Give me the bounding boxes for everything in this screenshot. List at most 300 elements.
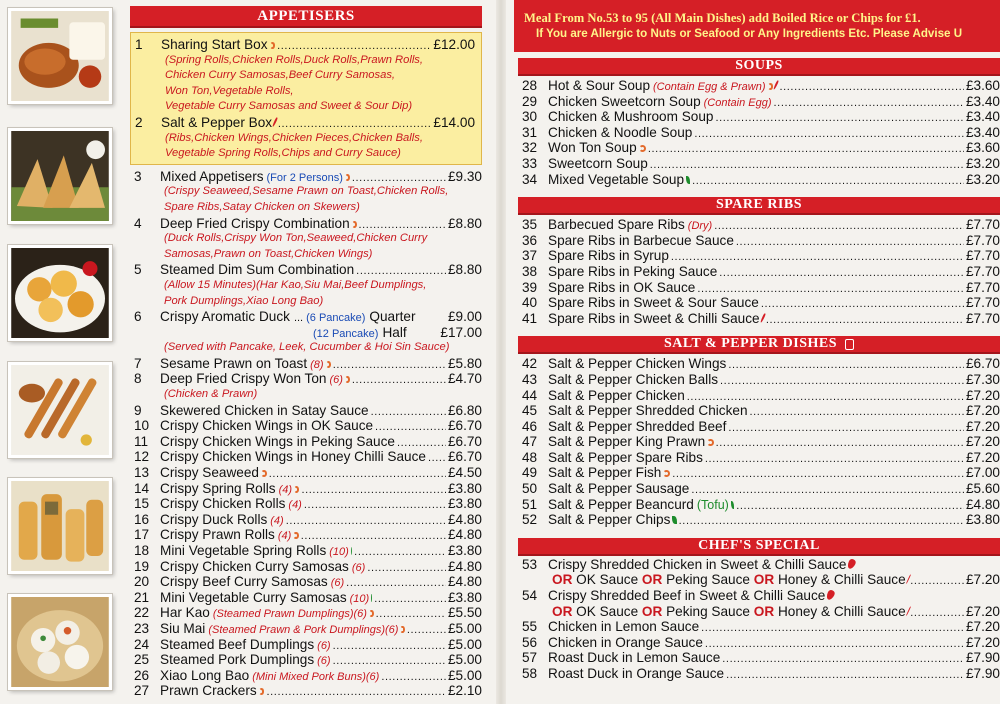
item-number: 29 [522,93,538,109]
menu-item-9[interactable] [130,403,482,419]
item-name: Crispy Chicken Wings in Peking Sauce [160,433,395,449]
menu-item-34[interactable] [518,172,1000,188]
item-price: £14.00 [433,114,475,130]
item-price: £5.00 [447,620,482,636]
item-price: £7.00 [965,465,1000,481]
item-number: 20 [134,574,150,590]
menu-item-19[interactable] [130,559,482,575]
or-label: OR [641,572,663,588]
item-number: 34 [522,171,538,187]
item-name: Salt & Pepper Sausage [548,481,690,497]
item-description: Pork Dumplings,Xiao Long Bao) [164,294,324,307]
item-name: Crispy Aromatic Duck [160,309,290,325]
item-price: £4.80 [447,527,482,543]
menu-item-24[interactable] [130,637,482,653]
menu-item-45[interactable] [518,403,1000,419]
menu-item-54[interactable] [518,588,1000,604]
item-note: (10) [329,546,349,558]
item-number: 7 [134,355,142,371]
item-number: 12 [134,449,150,465]
or-label: OR [552,572,573,588]
menu-item-32[interactable] [518,140,1000,156]
item-number: 54 [522,588,538,604]
item-note: (Steamed Prawn & Pork Dumplings)(6) [208,623,399,636]
menu-item-8[interactable] [130,371,482,387]
item-price: £3.20 [965,155,1000,171]
item-name: Crispy Chicken Wings in OK Sauce [160,418,374,434]
item-price: £6.70 [447,449,482,465]
item-number: 19 [134,558,150,574]
menu-item-15[interactable] [130,496,482,512]
appetisers-title: APPETISERS [257,8,355,24]
prawn-icon [345,174,350,181]
fried-won-ton-image [11,248,109,338]
item-name: Spare Ribs in Syrup [548,248,669,264]
item-number: 41 [522,310,538,326]
item-price: £12.00 [433,37,475,52]
item-name: Spare Ribs in OK Sauce [548,279,696,295]
sauce-option: Peking Sauce [666,572,750,588]
item-price: £6.70 [447,433,482,449]
item-number: 38 [522,263,538,279]
menu-item-31[interactable] [518,125,1000,141]
menu-item-39[interactable] [518,280,1000,296]
menu-item-7[interactable] [130,356,482,372]
item-number: 33 [522,155,538,171]
chefs-special-banner [518,538,1000,554]
item-name: Salt & Pepper Spare Ribs [548,449,703,465]
item-price: £7.90 [965,666,1000,681]
or-label: OR [641,603,663,619]
menu-item-30[interactable] [518,109,1000,125]
dim-sum-image [11,597,109,687]
menu-item-46[interactable] [518,419,1000,435]
item-price: £5.80 [447,355,482,371]
item-number: 15 [134,496,150,512]
item-name: Crispy Prawn Rolls [160,527,275,543]
item-price: £3.80 [447,589,482,605]
prawn-icon [639,145,646,152]
item-name: Xiao Long Bao [160,667,250,683]
item-name: Won Ton Soup [548,140,637,156]
item-number: 46 [522,418,538,434]
portion-label: Half [382,324,407,340]
item-name: Spare Ribs in Sweet & Chilli Sauce [548,310,760,326]
menu-item-14[interactable] [130,481,482,497]
chili-icon [847,558,858,570]
menu-item-52[interactable] [518,512,1000,528]
item-name: Salt & Pepper Fish [548,465,662,481]
menu-item-42[interactable] [518,356,1000,372]
menu-item-35[interactable] [518,217,1000,233]
item-price: £7.70 [965,310,1000,326]
menu-item-38[interactable] [518,264,1000,280]
item-number: 25 [134,652,150,668]
item-note: (6) [317,655,331,668]
prawn-icon [663,470,670,477]
item-name: Crispy Shredded Beef in Sweet & Chilli Sauce [548,588,826,604]
menu-item-51[interactable] [518,497,1000,513]
item-number: 23 [134,620,150,636]
food-photo-dim-sum [8,594,112,690]
menu-item-57[interactable] [518,650,1000,666]
menu-item-16[interactable] [130,512,482,528]
spare-ribs-banner [518,197,1000,213]
spare-ribs-title: SPARE RIBS [715,197,803,213]
menu-item-1[interactable] [131,37,481,53]
item-description: Vegetable Curry Samosas and Sweet & Sour Dip) [165,100,413,113]
item-price: £6.70 [447,418,482,434]
item-price: £7.20 [965,403,1000,419]
menu-item-18[interactable] [130,543,482,559]
page-fold [496,0,506,704]
chili-icon [826,589,837,601]
item-description: (Spring Rolls,Chicken Rolls,Duck Rolls,Prawn Rolls, [165,53,424,66]
item-number: 13 [134,465,150,481]
menu-item-2[interactable] [131,115,481,131]
menu-item-11[interactable] [130,434,482,450]
item-note: (Mini Mixed Pork Buns)(6) [252,670,380,683]
item-number: 21 [134,589,150,605]
item-price: £4.50 [447,465,482,481]
menu-item-20[interactable] [130,574,482,590]
item-price: £6.70 [965,356,1000,372]
soups-banner [518,58,1000,74]
item-price: £9.00 [447,309,482,325]
item-price: £17.00 [440,324,482,340]
prawn-icon [293,532,298,539]
sauce-option: Honey & Chilli Sauce [777,603,906,619]
item-number: 4 [134,215,142,231]
menu-item-41[interactable] [518,311,1000,327]
item-name: Spare Ribs in Sweet & Sour Sauce [548,295,759,311]
menu-item-54-options[interactable] [518,604,1000,620]
item-name: Mixed Vegetable Soup [548,171,685,187]
food-photo-spring-rolls [8,478,112,574]
menu-item-25[interactable] [130,652,482,668]
item-name: Salt & Pepper Shredded Beef [548,418,727,434]
leader-dots [766,311,964,329]
prawn-icon [707,439,713,446]
item-price: £5.00 [447,636,482,652]
item-note: (12 Pancake) [313,327,379,340]
spare-ribs-list [514,216,1000,326]
item-number: 57 [522,650,538,666]
menu-item-6[interactable] [130,309,482,325]
item-note: (10) [349,592,370,605]
item-description: Won Ton,Vegetable Rolls, [165,84,294,97]
item-name: Mini Vegetable Curry Samosas [160,589,347,605]
menu-item-26[interactable] [130,668,482,684]
menu-item-33[interactable] [518,156,1000,172]
item-note: (6) [317,639,331,652]
prawn-icon [352,221,357,228]
item-number: 45 [522,403,538,419]
item-price: £7.20 [965,619,1000,635]
item-price: £3.40 [965,124,1000,140]
prawn-icon [259,688,265,695]
item-number: 50 [522,481,538,497]
or-label: OR [552,603,573,619]
item-name: Salt & Pepper Beancurd [548,496,694,512]
menu-item-44[interactable] [518,388,1000,404]
item-price: £3.40 [965,109,1000,125]
roast-duck-image [11,11,109,101]
prawn-icon [345,376,350,383]
item-number: 28 [522,78,538,93]
item-description: Samosas,Prawn on Toast,Chicken Wings) [164,247,373,260]
item-number: 27 [134,683,150,699]
chefs-special-title: CHEF'S SPECIAL [698,537,820,553]
menu-item-28[interactable] [518,78,1000,94]
item-price: £7.20 [965,449,1000,465]
item-number: 56 [522,634,538,650]
item-name: Crispy Beef Curry Samosas [160,574,328,590]
menu-item-21[interactable] [130,590,482,606]
menu-item-36[interactable] [518,233,1000,249]
notice-banner [514,0,1000,52]
item-number: 10 [134,418,150,434]
vegetarian-leaf-icon [351,547,352,555]
item-name: Salt & Pepper Box [161,114,273,130]
leader-dots [266,683,445,701]
item-number: 17 [134,527,150,543]
item-price: £7.20 [965,603,1000,619]
item-price: £7.70 [965,263,1000,279]
prawn-icon [369,610,374,617]
sauce-option: OK Sauce [576,572,639,588]
leader-dots: ... [293,312,304,325]
menu-item-3[interactable] [130,169,482,185]
vegetarian-leaf-icon [672,516,676,524]
prawn-icon [326,361,331,368]
item-note: (4) [288,499,302,512]
item-note: (Steamed Prawn Dumplings)(6) [212,608,367,621]
item-number: 1 [135,37,143,52]
item-name: Deep Fried Crispy Combination [160,215,350,231]
food-photo-won-ton [8,245,112,341]
menu-item-12[interactable] [130,449,482,465]
item-number: 52 [522,512,538,528]
item-number: 35 [522,217,538,233]
menu-item-17[interactable] [130,527,482,543]
vegetarian-leaf-icon [686,176,690,184]
item-price: £7.90 [965,650,1000,666]
menu-item-55[interactable] [518,619,1000,635]
item-price: £3.60 [965,140,1000,156]
item-price: £3.80 [965,512,1000,528]
menu-item-53[interactable] [518,557,1000,573]
item-name: Steamed Dim Sum Combination [160,262,355,278]
item-number: 55 [522,619,538,635]
food-photo-satay [8,362,112,458]
menu-item-10[interactable] [130,418,482,434]
item-number: 40 [522,295,538,311]
sauce-option: Honey & Chilli Sauce [777,572,906,588]
item-name: Siu Mai [160,620,206,636]
item-price: £3.80 [447,543,482,558]
item-number: 36 [522,232,538,248]
item-number: 22 [134,605,150,621]
item-note: (4) [270,514,284,527]
photo-column [0,0,120,704]
vegetarian-leaf-icon [371,594,372,602]
meal-notice: Meal From No.53 to 95 (All Main Dishes) add Boiled Rice or Chips for £1. [524,11,921,25]
item-name: Har Kao [160,605,210,621]
item-name: Skewered Chicken in Satay Sauce [160,402,369,418]
menu-item-37[interactable] [518,248,1000,264]
item-name: Sharing Start Box [161,37,268,52]
leader-dots [278,115,432,133]
prawn-icon [261,470,267,477]
prawn-icon [400,626,404,633]
menu-item-58[interactable] [518,666,1000,682]
item-number: 31 [522,124,538,140]
item-price: £9.30 [447,168,482,184]
vegetarian-leaf-icon [731,501,734,509]
item-price: £7.20 [965,634,1000,650]
item-number: 51 [522,496,538,512]
item-description: (Ribs,Chicken Wings,Chicken Pieces,Chicken Balls, [165,131,423,144]
sauce-option: Peking Sauce [666,603,750,619]
item-note: (6) [329,374,343,387]
appetisers-list [126,165,488,699]
item-price: £3.60 [965,78,1000,93]
item-price: £5.60 [965,481,1000,497]
menu-item-29[interactable] [518,94,1000,110]
item-price: £7.20 [965,572,1000,588]
menu-item-43[interactable] [518,372,1000,388]
item-price: £7.30 [965,371,1000,387]
spring-rolls-image [11,481,109,571]
item-number: 3 [134,168,142,184]
item-number: 14 [134,480,150,496]
item-price: £7.70 [965,217,1000,233]
item-price: £3.80 [447,480,482,496]
menu-item-50[interactable] [518,481,1000,497]
item-number: 53 [522,556,538,572]
salt-pepper-title: SALT & PEPPER DISHES [664,336,837,352]
item-number: 37 [522,248,538,264]
menu-item-53-options[interactable] [518,572,1000,588]
prawn-icon [294,486,299,493]
prawn-icon [270,42,276,49]
item-description: (Duck Rolls,Crispy Won Ton,Seaweed,Chicken Curry [164,232,428,245]
menu-item-56[interactable] [518,635,1000,651]
item-name: Mini Vegetable Spring Rolls [160,543,327,558]
item-note: (6) [330,577,345,590]
chili-icon [845,339,854,350]
soups-title: SOUPS [735,58,783,73]
menu-item-6-half[interactable] [130,325,482,341]
menu-item-5[interactable] [130,262,482,278]
item-price: £3.20 [965,171,1000,187]
item-price: £8.80 [447,215,482,231]
menu-item-13[interactable] [130,465,482,481]
item-number: 18 [134,543,150,558]
item-number: 44 [522,387,538,403]
item-name: Roast Duck in Lemon Sauce [548,650,721,666]
item-number: 30 [522,109,538,125]
item-number: 49 [522,465,538,481]
item-note: (Contain Egg) [703,96,772,109]
leader-dots [726,666,964,684]
item-price: £4.80 [447,511,482,527]
menu-item-40[interactable] [518,295,1000,311]
leader-dots [679,512,964,530]
item-name: Crispy Shredded Chicken in Sweet & Chilli Sauce [548,556,847,572]
item-price: £7.20 [965,387,1000,403]
sesame-toast-image [11,131,109,221]
item-price: £4.70 [447,371,482,387]
menu-item-23[interactable] [130,621,482,637]
menu-item-22[interactable] [130,605,482,621]
item-price: £3.80 [447,496,482,512]
item-description: Chicken Curry Samosas,Beef Curry Samosas, [165,69,396,82]
item-note: (4) [277,530,292,543]
item-note: (Tofu) [696,497,729,512]
food-photo-duck [8,8,112,104]
item-note: (6 Pancake) [306,312,366,325]
item-name: Crispy Spring Rolls [160,480,276,496]
item-price: £7.20 [965,434,1000,450]
item-description: (Served with Pancake, Leek, Cucumber & Hoi Sin Sauce) [164,341,450,354]
leader-dots [352,371,446,389]
item-description: Spare Ribs,Satay Chicken on Skewers) [164,200,360,213]
item-number: 8 [134,371,142,387]
item-name: Prawn Crackers [160,683,257,699]
item-price: £7.70 [965,279,1000,295]
item-description: (Allow 15 Minutes)(Har Kao,Siu Mai,Beef Dumplings, [164,278,427,291]
item-price: £8.80 [447,262,482,278]
soups-list [514,77,1000,187]
item-number: 9 [134,402,142,418]
item-price: £4.80 [447,558,482,574]
item-name: Steamed Beef Dumplings [160,636,315,652]
menu-item-27[interactable] [130,683,482,699]
menu-item-48[interactable] [518,450,1000,466]
item-price: £4.80 [965,496,1000,512]
menu-item-49[interactable] [518,465,1000,481]
item-number: 42 [522,356,538,372]
item-name: Crispy Seaweed [160,465,259,481]
item-price: £5.00 [447,667,482,683]
leader-dots [692,172,964,190]
item-name: Sweetcorn Soup [548,155,648,171]
item-name: Sesame Prawn on Toast [160,355,308,371]
menu-item-47[interactable] [518,434,1000,450]
item-note: (4) [278,483,293,496]
item-name: Chicken in Orange Sauce [548,634,703,650]
menu-item-4[interactable] [130,216,482,232]
item-name: Crispy Chicken Wings in Honey Chilli Sauce [160,449,426,465]
chicken-satay-image [11,365,109,455]
item-note: (6) [351,561,366,574]
allergy-notice: If You are Allergic to Nuts or Seafood or Any Ingredients Etc. Please Advise U [536,27,963,40]
item-number: 6 [134,309,142,325]
item-number: 39 [522,279,538,295]
item-price: £7.20 [965,418,1000,434]
item-price: £5.00 [447,652,482,668]
or-label: OR [753,572,775,588]
item-number: 43 [522,371,538,387]
item-price: £2.10 [447,683,482,699]
salt-pepper-list [514,355,1000,528]
item-name: Salt & Pepper Chicken Balls [548,371,719,387]
right-column [514,0,1000,704]
item-name: Chicken Sweetcorn Soup [548,93,701,109]
leader-dots [910,572,964,590]
